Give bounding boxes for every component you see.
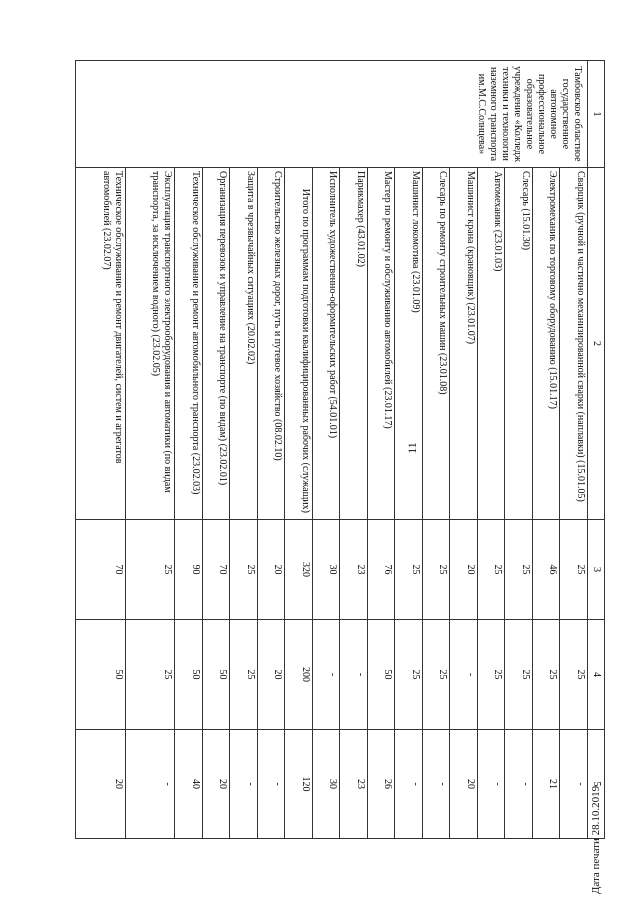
value-cell-c5: 20	[76, 730, 126, 839]
value-cell-c3: 23	[340, 520, 368, 620]
value-cell-c4: 25	[230, 620, 258, 730]
enrollment-table	[75, 60, 605, 838]
table-row	[505, 61, 533, 839]
table-row	[367, 61, 395, 839]
table-row	[477, 61, 505, 839]
table-row	[125, 61, 175, 839]
value-cell-c4: 50	[367, 620, 395, 730]
value-cell-c5: -	[477, 730, 505, 839]
value-cell-c4: 200	[285, 620, 313, 730]
value-cell-c3: 25	[395, 520, 423, 620]
value-cell-c4: 25	[560, 620, 588, 730]
value-cell-c4: 50	[202, 620, 230, 730]
table-row	[422, 61, 450, 839]
program-name-cell: Техническое обслуживание и ремонт двигателей, систем и агрегатов автомобилей (23.02.07)	[76, 168, 126, 520]
value-cell-c5: -	[505, 730, 533, 839]
header-col-2: 2	[588, 168, 605, 520]
rotated-table-area	[75, 60, 605, 838]
value-cell-c3: 30	[312, 520, 340, 620]
value-cell-c3: 25	[505, 520, 533, 620]
program-name-cell: Машинист крана (крановщик) (23.01.07)	[450, 168, 478, 520]
program-name-cell: Мастер по ремонту и обслуживанию автомобилей (23.01.17)	[367, 168, 395, 520]
value-cell-c3: 20	[450, 520, 478, 620]
print-date: Дата печати 28.10.2019	[590, 785, 602, 895]
table-row	[450, 61, 478, 839]
program-name-cell: Эксплуатация транспортного электрооборудования и автоматики (по видам транспорта, за исключением водного) (23.02.05)	[125, 168, 175, 520]
value-cell-c4: 25	[532, 620, 560, 730]
value-cell-c4: -	[312, 620, 340, 730]
program-name-cell: Сварщик (ручной и частично механизированной сварки (наплавки) (15.01.05)	[560, 168, 588, 520]
value-cell-c5: -	[395, 730, 423, 839]
program-name-cell: Организация перевозок и управление на транспорте (по видам) (23.02.01)	[202, 168, 230, 520]
value-cell-c3: 25	[125, 520, 175, 620]
program-name-cell: Исполнитель художественно-оформительских работ (54.01.01)	[312, 168, 340, 520]
value-cell-c5: 40	[175, 730, 203, 839]
value-cell-c4: 25	[125, 620, 175, 730]
value-cell-c5: -	[230, 730, 258, 839]
program-name-cell: Техническое обслуживание и ремонт автомобильного транспорта (23.02.03)	[175, 168, 203, 520]
value-cell-c5: 120	[285, 730, 313, 839]
value-cell-c4: 25	[505, 620, 533, 730]
table-row	[560, 61, 588, 839]
program-name-cell: Слесарь по ремонту строительных машин (23.01.08)	[422, 168, 450, 520]
value-cell-c3: 25	[560, 520, 588, 620]
value-cell-c5: 26	[367, 730, 395, 839]
value-cell-c3: 25	[477, 520, 505, 620]
table-row	[395, 61, 423, 839]
header-col-4: 4	[588, 620, 605, 730]
value-cell-c4: 25	[395, 620, 423, 730]
table-row	[257, 61, 285, 839]
value-cell-c4: 50	[76, 620, 126, 730]
value-cell-c5: -	[422, 730, 450, 839]
value-cell-c3: 76	[367, 520, 395, 620]
value-cell-c4: 25	[422, 620, 450, 730]
value-cell-c3: 20	[257, 520, 285, 620]
header-col-5: 5	[588, 730, 605, 839]
value-cell-c5: 21	[532, 730, 560, 839]
table-row	[532, 61, 560, 839]
value-cell-c5: 30	[312, 730, 340, 839]
value-cell-c3: 70	[76, 520, 126, 620]
table-row	[202, 61, 230, 839]
value-cell-c4: 25	[477, 620, 505, 730]
value-cell-c4: 20	[257, 620, 285, 730]
program-name-cell: Электромеханик по торговому оборудованию (15.01.17)	[532, 168, 560, 520]
table-row	[230, 61, 258, 839]
value-cell-c3: 25	[230, 520, 258, 620]
value-cell-c3: 70	[202, 520, 230, 620]
header-row	[588, 61, 605, 839]
program-name-cell: Строительство железных дорог, путь и путевое хозяйство (08.02.10)	[257, 168, 285, 520]
value-cell-c5: 23	[340, 730, 368, 839]
header-col-3: 3	[588, 520, 605, 620]
table-row	[312, 61, 340, 839]
table-row	[76, 61, 126, 839]
header-col-1: 1	[588, 61, 605, 168]
program-name-cell: Слесарь (15.01.30)	[505, 168, 533, 520]
table-row-total	[285, 61, 313, 839]
program-name-cell: Защита в чрезвычайных ситуациях (20.02.02)	[230, 168, 258, 520]
value-cell-c5: -	[560, 730, 588, 839]
value-cell-c3: 320	[285, 520, 313, 620]
value-cell-c5: -	[257, 730, 285, 839]
page-number: 11	[405, 442, 419, 454]
value-cell-c3: 46	[532, 520, 560, 620]
table-row	[340, 61, 368, 839]
value-cell-c4: -	[450, 620, 478, 730]
value-cell-c5: -	[125, 730, 175, 839]
program-name-cell: Парикмахер (43.01.02)	[340, 168, 368, 520]
program-name-cell: Машинист локомотива (23.01.09)	[395, 168, 423, 520]
value-cell-c4: 50	[175, 620, 203, 730]
program-name-cell: Итого по программам подготовки квалифицированных рабочих (служащих)	[285, 168, 313, 520]
program-name-cell: Автомеханик (23.01.03)	[477, 168, 505, 520]
value-cell-c3: 25	[422, 520, 450, 620]
value-cell-c4: -	[340, 620, 368, 730]
value-cell-c5: 20	[450, 730, 478, 839]
value-cell-c5: 20	[202, 730, 230, 839]
value-cell-c3: 90	[175, 520, 203, 620]
institution-cell: Тамбовское областное государственное автономное профессиональное образовательное учреждение «Колледж техники и технологии наземного транспорта им.М.С.Солнцева»	[76, 61, 588, 168]
table-row	[175, 61, 203, 839]
